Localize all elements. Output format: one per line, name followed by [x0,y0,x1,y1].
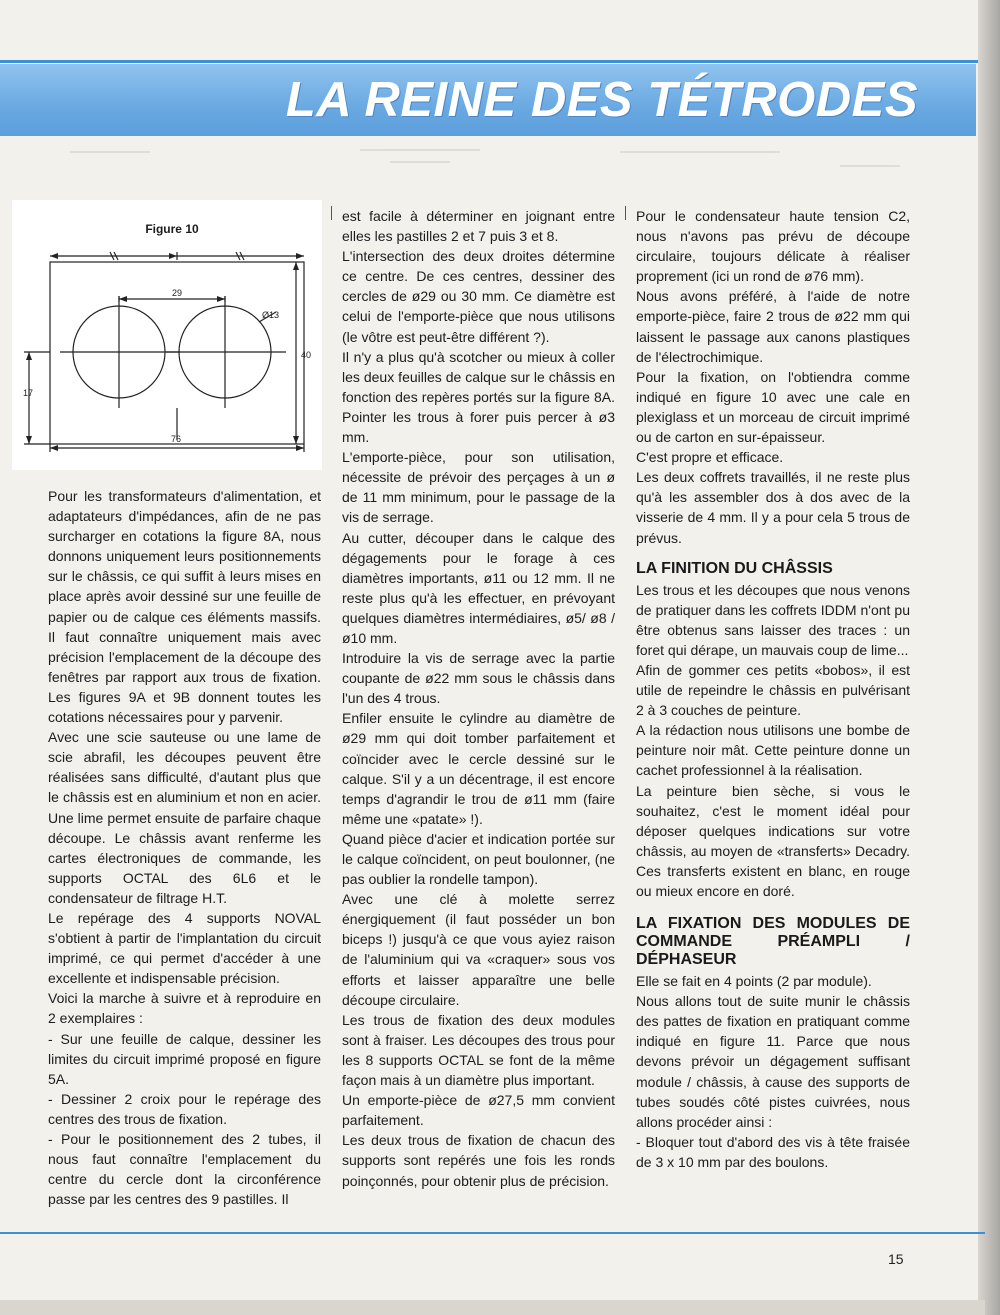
paragraph: Pour le condensateur haute tension C2, nous n'avons pas prévu de découpe circulaire, toujours délicate à réaliser proprement (ici un rond de ø76 mm). [636,208,910,285]
figure-title: Figure 10 [145,222,199,236]
page-edge [978,0,1000,1315]
paragraph: Pour la fixation, on l'obtiendra comme indiqué en figure 10 avec une cale en plexiglass et un morceau de circuit imprimé ou de carton en sur-épaisseur. [636,368,910,446]
paragraph: - Bloquer tout d'abord des vis à tête fraisée de 3 x 10 mm par des boulons. [636,1133,910,1170]
figure-10 [12,200,322,470]
dim-29: 29 [172,288,183,298]
dim-76: 76 [171,434,182,444]
paragraph: - Pour le positionnement des 2 tubes, il nous faut connaître l'emplacement du centre du cercle dont la circonférence passe par les centres des 9 pastilles. Il [48,1131,321,1208]
paragraph: Le repérage des 4 supports NOVAL s'obtient à partir de l'implantation du circuit imprimé, ce qui permet d'accéder à une excellente et indispensable précision. [48,909,321,987]
column-2 [342,206,615,1191]
figure-10-drawing [12,200,332,470]
paragraph: Pour les transformateurs d'alimentation, et adaptateurs d'impédances, afin de ne pas surcharger en cotations la figure 8A, nous donnons uniquement leurs positionnements sur le châssis, ce qui suffit à leurs mises en place après avoir dessiné sur une feuille de papier ou de calque ces éléments massifs. Il faut connaître uniquement mais avec précision l'emplacement de la découpe des fenêtres par rapport aux trous de fixation. Les figures 9A et 9B donnent toutes les cotations nécessaires pour y parvenir. [48,488,321,726]
paragraph: L'intersection des deux droites détermine ce centre. De ces centres, dessiner des cercles de ø29 ou 30 mm. Ce diamètre est celui de l'emporte-pièce que nous utilisons (le vôtre est peut-être différent ?). [342,248,615,345]
paragraph: Avec une clé à molette serrez énergiquement (il faut posséder un bon biceps !) jusqu'à ce que vous ayiez raison de l'aluminium qui va «craquer» sous vos efforts et laisser apparaître une belle découpe circulaire. [342,891,615,1008]
column-3 [636,206,910,1172]
paragraph: Introduire la vis de serrage avec la partie coupante de ø22 mm sous le châssis dans l'un des 4 trous. [342,650,615,707]
paragraph: Il n'y a plus qu'à scotcher ou mieux à coller les deux feuilles de calque sur le châssis en fonction des repères portés sur la figure 8A. Pointer les trous à forer puis percer à ø3 mm. [342,348,615,446]
paragraph: Quand pièce d'acier et indication portée sur le calque coïncident, on peut boulonner, (ne pas oublier la rondelle tampon). [342,830,615,888]
column-1 [48,486,321,1209]
paragraph: Les trous et les découpes que nous venons de pratiquer dans les coffrets IDDM n'ont pu être obtenus sans laisser des traces : un foret qui dérape, un mauvais coup de lime... [636,581,910,658]
show-through-texture [60,145,960,185]
paragraph: Au cutter, découper dans le calque des dégagements pour le forage à ces diamètres importants, ø11 ou 12 mm. Il ne reste plus qu'à les effectuer, en prévoyant quelques diamètres intermédiaires, ø5/ ø8 / ø10 mm. [342,529,615,646]
paragraph: est facile à déterminer en joignant entre elles les pastilles 2 et 7 puis 3 et 8. [342,208,615,245]
paragraph: - Dessiner 2 croix pour le repérage des centres des trous de fixation. [48,1090,321,1127]
paragraph: Voici la marche à suivre et à reproduire en 2 exemplaires : [48,990,321,1027]
paragraph: La peinture bien sèche, si vous le souhaitez, c'est le moment idéal pour déposer quelques indications sur votre châssis, au moyen de «transferts» Decadry. Ces transferts existent en blanc, en rouge ou mieux encore en doré. [636,782,910,899]
dim-40: 40 [301,350,312,360]
paragraph: Un emporte-pièce de ø27,5 mm convient parfaitement. [342,1092,615,1129]
banner-title: LA REINE DES TÉTRODES [285,73,918,127]
dim-13: Ø13 [262,310,280,320]
paragraph: Les trous de fixation des deux modules sont à fraiser. Les découpes des trous pour les 8 supports OCTAL se font de la même façon mais à un diamètre plus important. [342,1011,615,1089]
paragraph: C'est propre et efficace. [636,449,784,466]
column-divider [625,206,626,220]
paragraph: Afin de gommer ces petits «bobos», il est utile de repeindre le châssis en pulvérisant 2 à 3 couches de peinture. [636,661,910,719]
column-divider [331,206,332,220]
paragraph: Nous allons tout de suite munir le châssis des pattes de fixation en pratiquant comme indiqué en figure 11. Parce que nous devons prévoir un dégagement suffisant module / châssis, à cause des supports de tubes soudés côté pistes cuivrées, nous allons procéder ainsi : [636,993,910,1130]
footer-rule [0,1232,985,1234]
section-heading-finition: LA FINITION DU CHÂSSIS [636,559,833,577]
title-banner [0,64,976,136]
paragraph: Enfiler ensuite le cylindre au diamètre de ø29 mm qui doit tomber parfaitement et coïncider avec le cercle dessiné sur le calque. S'il y a un décentrage, il est encore temps d'agrandir le trou de ø11 mm (faire même une «patate» !). [342,710,615,827]
paragraph: A la rédaction nous utilisons une bombe de peinture noir mât. Cette peinture donne un cachet professionnel à la réalisation. [636,722,910,779]
page-bottom-edge [0,1300,985,1315]
page-number: 15 [888,1251,904,1267]
paragraph: L'emporte-pièce, pour son utilisation, nécessite de prévoir des perçages à un ø de 11 mm minimum, pour le passage de la vis de serrage. [342,449,615,526]
paragraph: - Sur une feuille de calque, dessiner les limites du circuit imprimé proposé en figure 5A. [48,1030,321,1087]
section-heading-fixation: LA FIXATION DES MODULES DE COMMANDE PRÉAMPLI / DÉPHASEUR [636,915,910,969]
paragraph: Nous avons préféré, à l'aide de notre emporte-pièce, faire 2 trous de ø22 mm qui laissent le passage aux canons plastiques de l'électrochimique. [636,288,910,365]
paragraph: Les deux trous de fixation de chacun des supports sont repérés une fois les ronds poinçonnés, pour obtenir plus de précision. [342,1132,615,1189]
dim-17: 17 [23,388,34,398]
paragraph: Avec une scie sauteuse ou une lame de scie abrafil, les découpes peuvent être réalisées sans difficulté, d'autant plus que le châssis est en aluminium et non en acier. Une lime permet ensuite de parfaire chaque découpe. Le châssis avant renferme les cartes électroniques de commande, les supports OCTAL des 6L6 et le condensateur de filtrage H.T. [48,729,321,906]
header-rule [0,60,985,63]
paragraph: Elle se fait en 4 points (2 par module). [636,973,872,990]
paragraph: Les deux coffrets travaillés, il ne reste plus qu'à les assembler dos à dos avec de la visserie de 4 mm. Il y a pour cela 5 trous de prévus. [636,469,910,546]
